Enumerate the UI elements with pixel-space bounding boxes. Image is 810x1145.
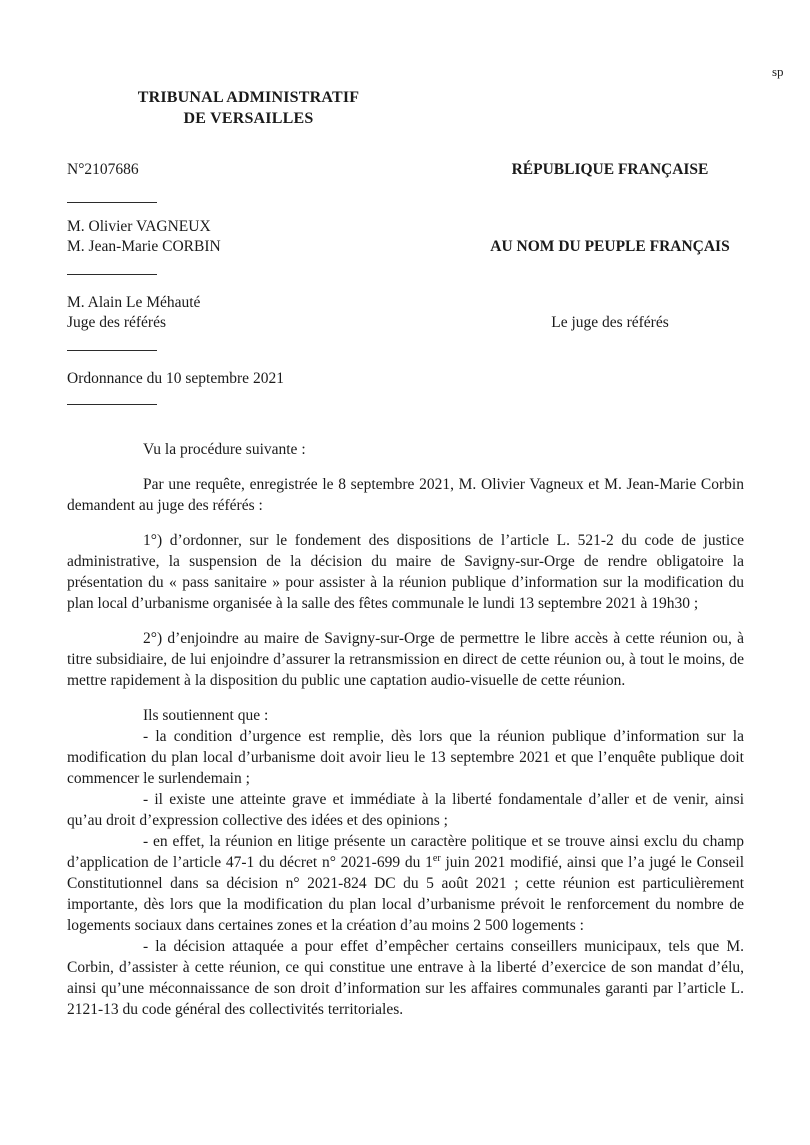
judge-name: M. Alain Le Méhauté: [67, 294, 201, 311]
divider-rule-1: [67, 202, 157, 203]
court-name-line1: TRIBUNAL ADMINISTRATIF: [137, 89, 360, 106]
bullet-condition-urgence: - la condition d’urgence est remplie, dès lors que la réunion publique d’information sur la modification du plan local d’urbanisme doit avoir lieu le 13 septembre 2021 et que l’enquête publique doit commencer le surlendemain ;: [67, 728, 744, 787]
bullet-caractere-politique-part1: - en effet, la réunion en litige présente un caractère politique et se trouve ainsi exclu du champ d’application de l’article 47-1 du décret n° 2021-699 du 1: [67, 833, 744, 871]
case-number: N°2107686: [67, 161, 139, 178]
paragraph-demande-2: 2°) d’enjoindre au maire de Savigny-sur-Orge de permettre le libre accès à cette réunion ou, à titre subsidiaire, de lui enjoindre d’assurer la retransmission en direct de cette réunion ou, à tout le moins, de mettre rapidement à la disposition du public une captation audio-visuelle de cette réunion.: [67, 630, 744, 689]
judge-title: Juge des référés: [67, 314, 166, 331]
divider-rule-4: [67, 404, 157, 405]
in-the-name-heading: AU NOM DU PEUPLE FRANÇAIS: [490, 238, 730, 255]
paragraph-vu-procedure: Vu la procédure suivante :: [143, 441, 306, 458]
bullet-decision-attaquee: - la décision attaquée a pour effet d’empêcher certains conseillers municipaux, tels que M. Corbin, d’assister à cette réunion, ce qui constitue une entrave à la liberté d’exercice de son mandat d’élu, ainsi qu’une méconnaissance de son droit d’information sur les affaires communales garanti par l’article L. 2121-13 du code général des collectivités territoriales.: [67, 938, 744, 1018]
order-date: Ordonnance du 10 septembre 2021: [67, 370, 284, 387]
bullet-caractere-politique-part2: juin 2021 modifié, ainsi que l’a jugé le Conseil Constitutionnel dans sa décision n° 2021-824 DC du 5 août 2021 ; cette réunion est particulièrement importante, dès lors que la modification du plan local d’urbanisme prévoit le renforcement du nombre de logements sociaux dans certaines zones et la création d’au moins 2 500 logements :: [67, 854, 744, 934]
ordinal-superscript: er: [432, 852, 441, 864]
court-name-line2: DE VERSAILLES: [183, 110, 314, 127]
republic-heading: RÉPUBLIQUE FRANÇAISE: [511, 161, 709, 178]
bullet-caractere-politique: [67, 831, 744, 936]
paragraph-ils-soutiennent: Ils soutiennent que :: [143, 707, 269, 724]
divider-rule-2: [67, 274, 157, 275]
applicant-name-2: M. Jean-Marie CORBIN: [67, 238, 221, 255]
applicant-name-1: M. Olivier VAGNEUX: [67, 218, 211, 235]
paragraph-demande-1: 1°) d’ordonner, sur le fondement des dispositions de l’article L. 521-2 du code de justice administrative, la suspension de la décision du maire de Savigny-sur-Orge de rendre obligatoire la présentation du « pass sanitaire » pour assister à la réunion publique d’information sur la modification du plan local d’urbanisme organisée à la salle des fêtes communale le lundi 13 septembre 2021 à 19h30 ;: [67, 532, 744, 612]
paragraph-requete: Par une requête, enregistrée le 8 septembre 2021, M. Olivier Vagneux et M. Jean-Marie Corbin demandent au juge des référés :: [67, 476, 744, 514]
judge-label-right: Le juge des référés: [551, 314, 669, 331]
bullet-atteinte-liberte: - il existe une atteinte grave et immédiate à la liberté fondamentale d’aller et de venir, ainsi qu’au droit d’expression collective des idées et des opinions ;: [67, 791, 744, 829]
divider-rule-3: [67, 350, 157, 351]
document-body: [67, 439, 744, 1020]
corner-annotation: sp: [772, 64, 784, 79]
court-header: [67, 87, 430, 129]
